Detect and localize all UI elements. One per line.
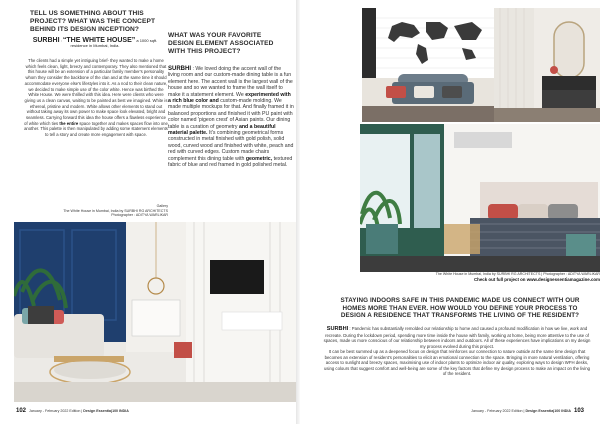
left-folio-magazine: Design Essentia|100 INDIA (83, 409, 129, 413)
left-folio-text: January - February 2022 Edition | (29, 409, 83, 413)
favorite-text-3: It's combining geometrical forms constructed in metal finished with gold polish, solid wood, curved wood and finished with white, peach and red with curved edges. Custom made chairs complement this dining table with (168, 130, 294, 162)
left-page (0, 0, 296, 424)
question-pandemic-heading: STAYING INDOORS SAFE IN THIS PANDEMIC MADE US CONNECT WITH OUR HOMES MORE THAN EVER. HOW WOULD YOU DEFINE YOUR PROCESS TO DESIGN A RESIDENCE THAT TRANSFORMS THE LIVING OF THE RESIDENT? (340, 297, 580, 320)
right-page-number: 103 (573, 408, 584, 414)
intro-label: SURBHI (32, 37, 60, 44)
right-folio (471, 408, 586, 414)
living-room-illustration (14, 222, 296, 402)
favorite-bold-1: experimented with a rich blue color and (168, 91, 291, 105)
favorite-bold-2: and a beautiful material palette. (168, 123, 276, 137)
dresser-illustration (494, 8, 600, 122)
pandemic-answer-label: SURBHI (326, 326, 349, 332)
right-folio-magazine: Design Essentia|100 INDIA (525, 409, 571, 413)
project-caption (362, 272, 600, 282)
concept-body: The clients had a simple yet intriguing brief- they wanted to make a home which feels clean, light, breezy and contemporary. They also mentioned that this house will be an extension of a particular family member's personality whom they consider the backbone of the clan and at the same time it should accommodate everyone else's lifestyles into it. As a nod to their clean nature, we decided to make simple use of the color white. Hence was birthed the White House. We were thrilled with this idea. Here were clients who were giving us a clean canvas, waiting to be painted as best we imagined. White is ethereal, pristine and modern. White allows other elements to stand out without taking away its own power to make space look elevated, bright and seamless. Carrying forward this idea the house offers a flawless experience of white which ties (24, 58, 168, 126)
dining-map-wall-photo (362, 8, 494, 122)
concept-body-end: space together and makes spaces flow into one another. This palette is then manipulated by adding some statement elements to tell a story and create more engagement with space. (24, 120, 168, 138)
bedroom-photo (360, 124, 600, 272)
gallery-caption-title: Gallery (156, 204, 168, 208)
intro-project-name: “THE WHITE HOUSE” (62, 37, 136, 44)
favorite-text-1: : We loved doing the accent wall of the living room and our custom-made dining table is a fun element here. The accent wall is the largest wall of the house and so we wanted to frame the wall itself to make it a statement element. We (168, 66, 293, 98)
favorite-answer (168, 66, 294, 169)
gallery-caption (24, 204, 168, 218)
favorite-text-2: custom-made molding. We made multiple mockups for that. And finally framed it in balanced proportions and finished it with PU paint with color named 'pigeon crest' of Asian paints. Our dining table is a curation of geometry (168, 98, 294, 130)
right-page (300, 0, 600, 424)
question-concept-heading: TELL US SOMETHING ABOUT THIS PROJECT? WHAT WAS THE CONCEPT BEHIND ITS DESIGN INCEPTION? (30, 10, 156, 33)
gallery-caption-line: The White House in Mumbai, India by SURBHI RG ARCHITECTS (63, 208, 168, 213)
left-page-number: 102 (16, 408, 27, 414)
gallery-caption-credit: Photographer : ADITYA WARLIKAR (111, 213, 168, 218)
bedroom-dresser-photo (494, 8, 600, 122)
bedroom-illustration (360, 124, 600, 272)
left-folio (14, 408, 129, 414)
intro-line: SURBHI : “THE WHITE HOUSE” a 1000 sqft. residence in Mumbai, India. (32, 37, 158, 48)
dining-illustration (362, 8, 494, 122)
question-favorite-heading: WHAT WAS YOUR FAVORITE DESIGN ELEMENT ASSOCIATED WITH THIS PROJECT? (168, 32, 274, 55)
pandemic-paragraph-1: : Pandemic has substantially remolded our relationship to home and caused a profound modification in how we live, work and recreate. During the lockdown period, spending more time inside the house with family, working at home, being more attentive to the use of spaces, made us more conscious of our relationship between indoors and outdoors. All of these experiences have implications on my design my process evolved during this project. (323, 326, 591, 349)
intro-rest: a 1000 sqft. residence in Mumbai, India. (70, 38, 158, 48)
right-folio-text: January - February 2022 Edition | (471, 409, 525, 413)
pandemic-answer (322, 326, 592, 377)
pandemic-paragraph-2: It can be best summed up as a deepened focus on design that reinforces our connection to nature outside at the same time design that becomes an extension of resident's personalities to elicit an emotional connection to the space. Bringing in more natural ventilation, offering access to sunlight and breezy spaces, maximising use of indoor plants to optimize indoor air quality, exploring ways to design WFH desks, using colours that suggest comfort and well-being are some of the key factors that define my design process to make an impact on the living of the resident. (323, 349, 591, 376)
concept-answer (24, 58, 168, 138)
favorite-text-4: textured fabric of blue and red framed in gold polished metal. (168, 155, 293, 169)
favorite-answer-label: SURBHI (168, 66, 192, 72)
project-caption-line: The White House in Mumbai, India by SURBHI RG ARCHITECTS | Photographer : ADITYA WARLIKAR (435, 272, 600, 276)
living-room-photo (14, 222, 296, 402)
concept-body-bold: the entire (59, 120, 79, 126)
project-website-link[interactable]: Check out full project on www.designessentiamagazine.com (474, 277, 600, 282)
favorite-bold-3: geometric, (245, 155, 273, 162)
